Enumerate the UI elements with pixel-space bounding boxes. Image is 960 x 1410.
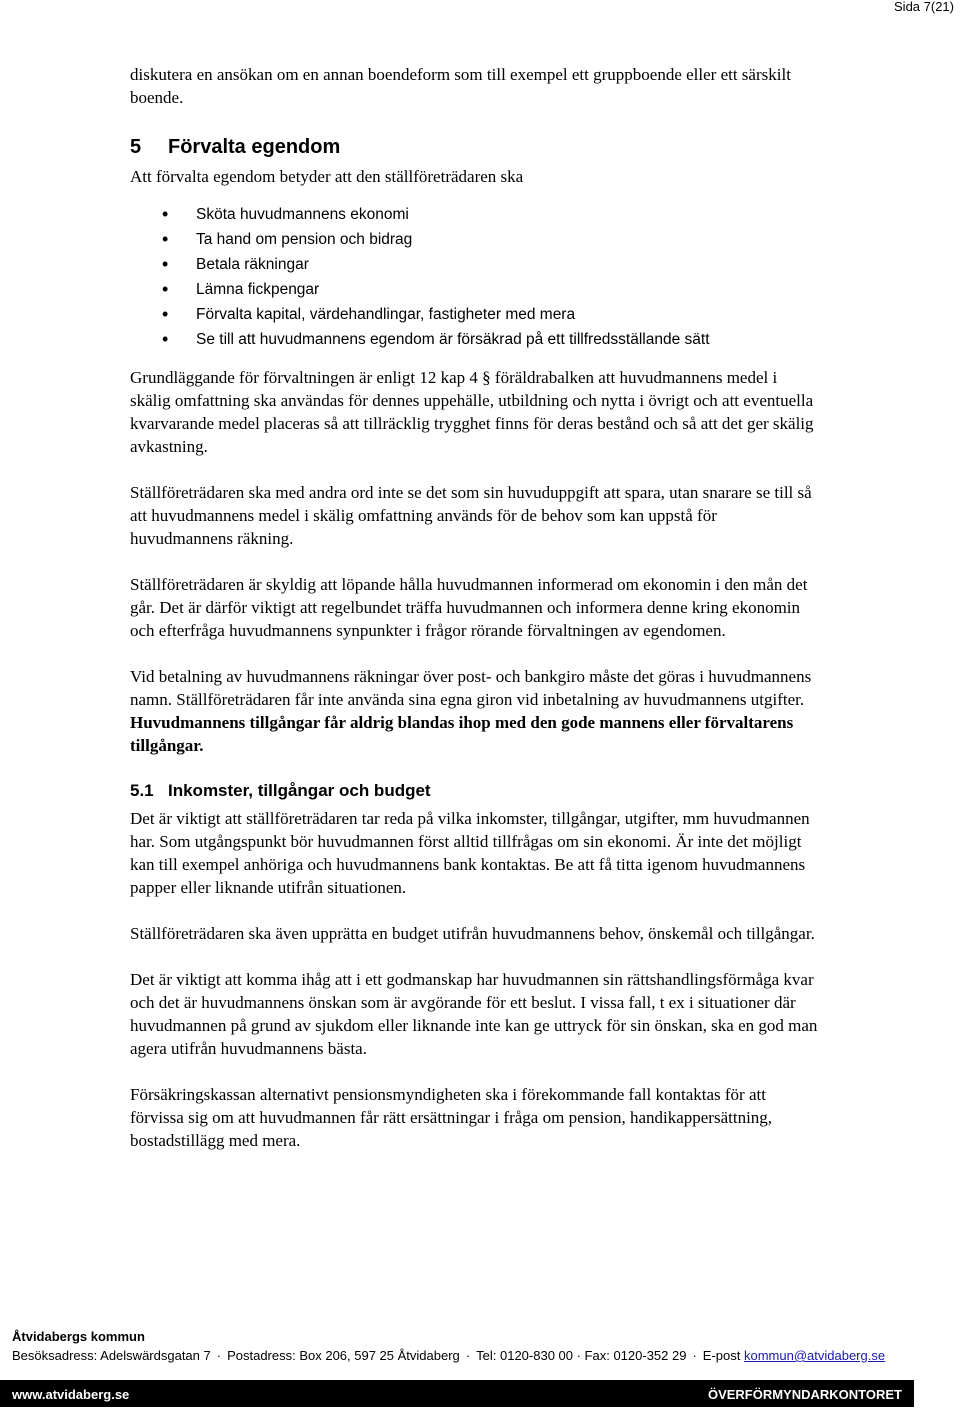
footer-phone-fax: Tel: 0120-830 00 · Fax: 0120-352 29 <box>476 1348 687 1363</box>
footer-postal-address: Postadress: Box 206, 597 25 Åtvidaberg <box>227 1348 460 1363</box>
footer-separator: · <box>465 1348 471 1363</box>
section-lead: Att förvalta egendom betyder att den ställföreträdaren ska <box>130 167 524 186</box>
subsection-number: 5.1 <box>130 781 154 800</box>
paragraph: Ställföreträdaren ska även upprätta en budget utifrån huvudmannens behov, önskemål och tillgångar. <box>130 924 815 943</box>
section-title: Förvalta egendom <box>168 136 341 158</box>
footer-department: ÖVERFÖRMYNDARKONTORET <box>707 1387 902 1402</box>
list-item: • Se till att huvudmannens egendom är försäkrad på ett tillfredsställande sätt <box>162 327 820 352</box>
page-number: Sida 7(21) <box>894 0 954 14</box>
duties-list <box>130 202 820 352</box>
paragraph: Ställföreträdaren ska med andra ord inte se det som sin huvuduppgift att spara, utan snarare se till så att huvudmannens medel i skälig omfattning används för de behov som kan uppstå för huvudmannens räkning. <box>130 483 812 548</box>
section-heading <box>130 135 820 159</box>
footer-email-link[interactable]: kommun@atvidaberg.se <box>743 1348 886 1363</box>
footer-separator: · <box>216 1348 222 1363</box>
paragraph: Ställföreträdaren är skyldig att löpande hålla huvudmannen informerad om ekonomin i den mån det går. Det är därför viktigt att regelbundet träffa huvudmannen och informera denne kring ekonomin och efterfråga huvudmannens synpunkter i frågor rörande förvaltningen av egendomen. <box>130 575 808 640</box>
footer-separator: · <box>692 1348 697 1363</box>
paragraph: Det är viktigt att komma ihåg att i ett godmanskap har huvudmannen sin rättshandlingsförmåga kvar och det är huvudmannens önskan som är avgörande för ett beslut. I vissa fall, t ex i situationer där huvudmannen på grund av sjukdom eller liknande inte kan ge uttryck för sin önskan, ska en god man agera utifrån huvudmannens bästa. <box>130 970 818 1058</box>
section-number: 5 <box>130 136 142 158</box>
paragraph: Försäkringskassan alternativt pensionsmyndigheten ska i förekommande fall kontaktas för att förvissa sig om att huvudmannen får rätt ersättningar i fråga om pension, handikappersättning, bostadstillägg med mera. <box>130 1085 773 1150</box>
list-item: • Lämna fickpengar <box>162 277 820 302</box>
subsection-heading <box>130 780 820 802</box>
intro-paragraph: diskutera en ansökan om en annan boendeform som till exempel ett gruppboende eller ett särskilt boende. <box>130 65 791 107</box>
document-body <box>130 63 820 1175</box>
list-item: • Ta hand om pension och bidrag <box>162 227 820 252</box>
footer-bar <box>0 1380 914 1407</box>
paragraph: Grundläggande för förvaltningen är enligt 12 kap 4 § föräldrabalken att huvudmannens medel i skälig omfattning ska användas för dennes uppehälle, utbildning och nytta i övrigt och att eventuella kvarvarande medel placeras så att tillräcklig trygghet finns för deras bestånd och så att det ger skälig avkastning. <box>130 368 814 456</box>
footer-organization: Åtvidabergs kommun <box>12 1329 145 1344</box>
list-item: • Betala räkningar <box>162 252 820 277</box>
list-item: • Sköta huvudmannens ekonomi <box>162 202 820 227</box>
footer-contact-line <box>12 1348 885 1364</box>
payment-text: Vid betalning av huvudmannens räkningar över post- och bankgiro måste det göras i huvudmannens namn. Ställföreträdaren får inte använda sina egna giron vid inbetalning av huvudmannens utgifter. <box>130 667 812 709</box>
payment-paragraph <box>130 665 820 757</box>
list-item: • Förvalta kapital, värdehandlingar, fastigheter med mera <box>162 302 820 327</box>
footer-email-label: E-post <box>702 1348 744 1363</box>
payment-emphasis: Huvudmannens tillgångar får aldrig blandas ihop med den gode mannens eller förvaltarens tillgångar. <box>130 713 794 755</box>
subsection-title: Inkomster, tillgångar och budget <box>168 781 431 800</box>
footer-visiting-address: Besöksadress: Adelswärdsgatan 7 <box>12 1348 211 1363</box>
footer-website[interactable]: www.atvidaberg.se <box>12 1387 130 1402</box>
paragraph: Det är viktigt att ställföreträdaren tar reda på vilka inkomster, tillgångar, utgifter, mm huvudmannen har. Som utgångspunkt bör huvudmannen först alltid tillfrågas om sin ekonomi. Är inte det möjligt kan till exempel anhöriga och huvudmannens bank kontaktas. Be att få titta igenom huvudmannens papper eller liknande utifrån situationen. <box>130 809 810 897</box>
